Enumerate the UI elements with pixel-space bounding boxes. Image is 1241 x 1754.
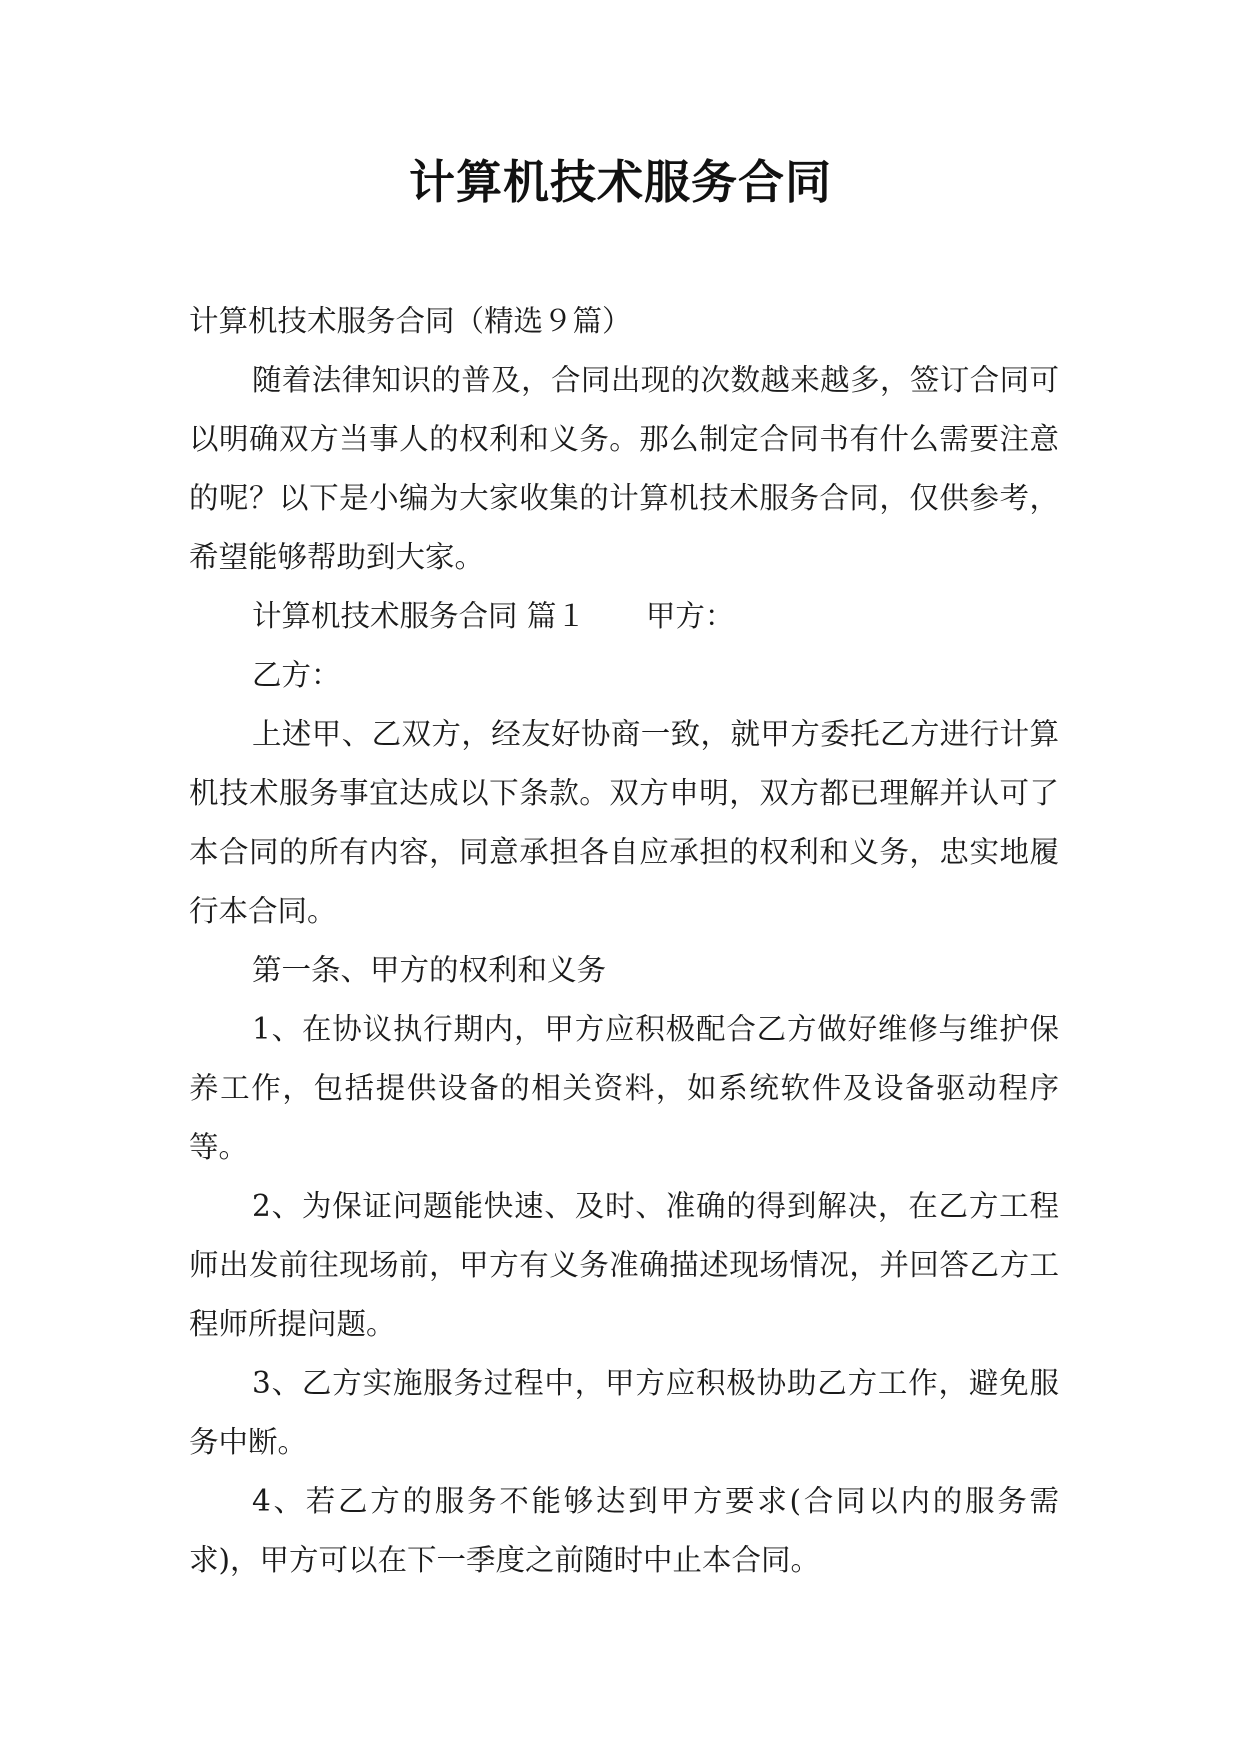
clause-2: 2、为保证问题能快速、及时、准确的得到解决，在乙方工程师出发前往现场前，甲方有义务准确描述现场情况，并回答乙方工程师所提问题。: [189, 1189, 1059, 1341]
document-title: 计算机技术服务合同: [409, 155, 832, 209]
document-subtitle: 计算机技术服务合同（精选９篇）: [189, 304, 632, 338]
article-heading: 第一条、甲方的权利和义务: [252, 953, 607, 987]
intro-paragraph: 随着法律知识的普及，合同出现的次数越来越多，签订合同可以明确双方当事人的权利和义务。那么制定合同书有什么需要注意的呢？以下是小编为大家收集的计算机技术服务合同，仅供参考，希望能够帮助到大家。: [189, 363, 1059, 574]
clause-3: 3、乙方实施服务过程中，甲方应积极协助乙方工作，避免服务中断。: [189, 1366, 1059, 1459]
party-a-label: 甲方：: [645, 599, 735, 633]
clause-4: 4、若乙方的服务不能够达到甲方要求(合同以内的服务需求)，甲方可以在下一季度之前随时中止本合同。: [189, 1484, 1059, 1577]
party-b-label: 乙方：: [252, 658, 341, 692]
preamble-paragraph: 上述甲、乙双方，经友好协商一致，就甲方委托乙方进行计算机技术服务事宜达成以下条款。双方申明，双方都已理解并认可了本合同的所有内容，同意承担各自应承担的权利和义务，忠实地履行本合同。: [189, 717, 1059, 928]
section-heading: 计算机技术服务合同 篇１: [252, 599, 586, 633]
document-body: [189, 292, 1059, 1590]
clause-1: 1、在协议执行期内，甲方应积极配合乙方做好维修与维护保养工作，包括提供设备的相关资料，如系统软件及设备驱动程序等。: [189, 1012, 1059, 1164]
section-heading-line: [189, 587, 1059, 646]
